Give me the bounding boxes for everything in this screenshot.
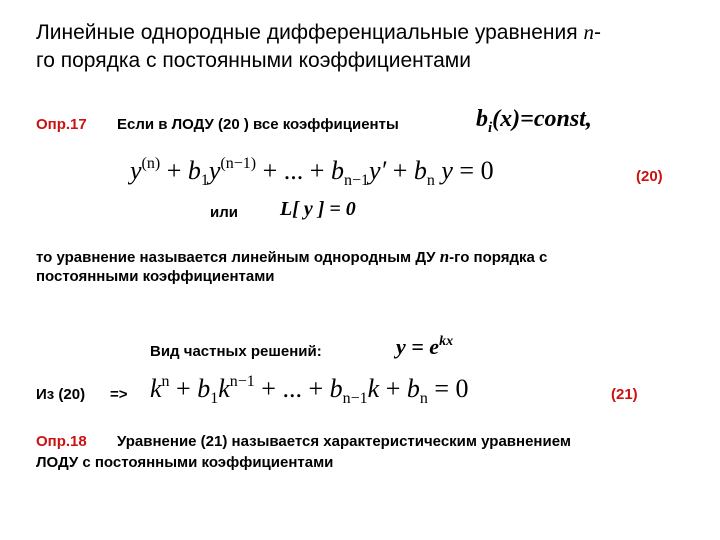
coefficient-condition: $b_i(x)=const$, bbox=[476, 106, 592, 136]
partial-solution-form: $y = e^{kx}$ bbox=[396, 334, 454, 359]
equation-20: $y^{(n)} + b_1y^{(n-1)}$ + ... + $b_{n-1}y' + b_n$ y = 0 bbox=[130, 155, 494, 189]
equation-20-tag: (20) bbox=[636, 168, 663, 185]
definition-18-line-2: ЛОДУ с постоянными коэффициентами bbox=[36, 454, 334, 471]
definition-17-text: Если в ЛОДУ (20 ) все коэффициенты bbox=[117, 116, 399, 133]
operator-form: L[ y ] = 0 bbox=[280, 198, 356, 220]
equation-21: $k^n + b_1k^{n-1}$ + ... + $b_{n-1}k + b_n = 0$ bbox=[150, 373, 469, 407]
or-word: или bbox=[210, 204, 238, 221]
page-title: Линейные однородные дифференциальные уравнения n- го порядка с постоянными коэффициентами bbox=[36, 20, 601, 72]
from-20-label: Из (20) bbox=[36, 386, 86, 403]
definition-18-text: Уравнение (21) называется характеристическим уравнением bbox=[117, 433, 571, 450]
partial-solutions-label: Вид частных решений: bbox=[150, 343, 322, 360]
equation-21-tag: (21) bbox=[611, 386, 638, 403]
definition-18-label: Опр.18 bbox=[36, 433, 87, 450]
definition-17-label: Опр.17 bbox=[36, 116, 87, 133]
implies-arrow: => bbox=[110, 386, 128, 403]
paragraph-line-2: постоянными коэффициентами bbox=[36, 268, 275, 285]
paragraph-line-1: то уравнение называется линейным однородным ДУ n-го порядка с bbox=[36, 247, 548, 266]
